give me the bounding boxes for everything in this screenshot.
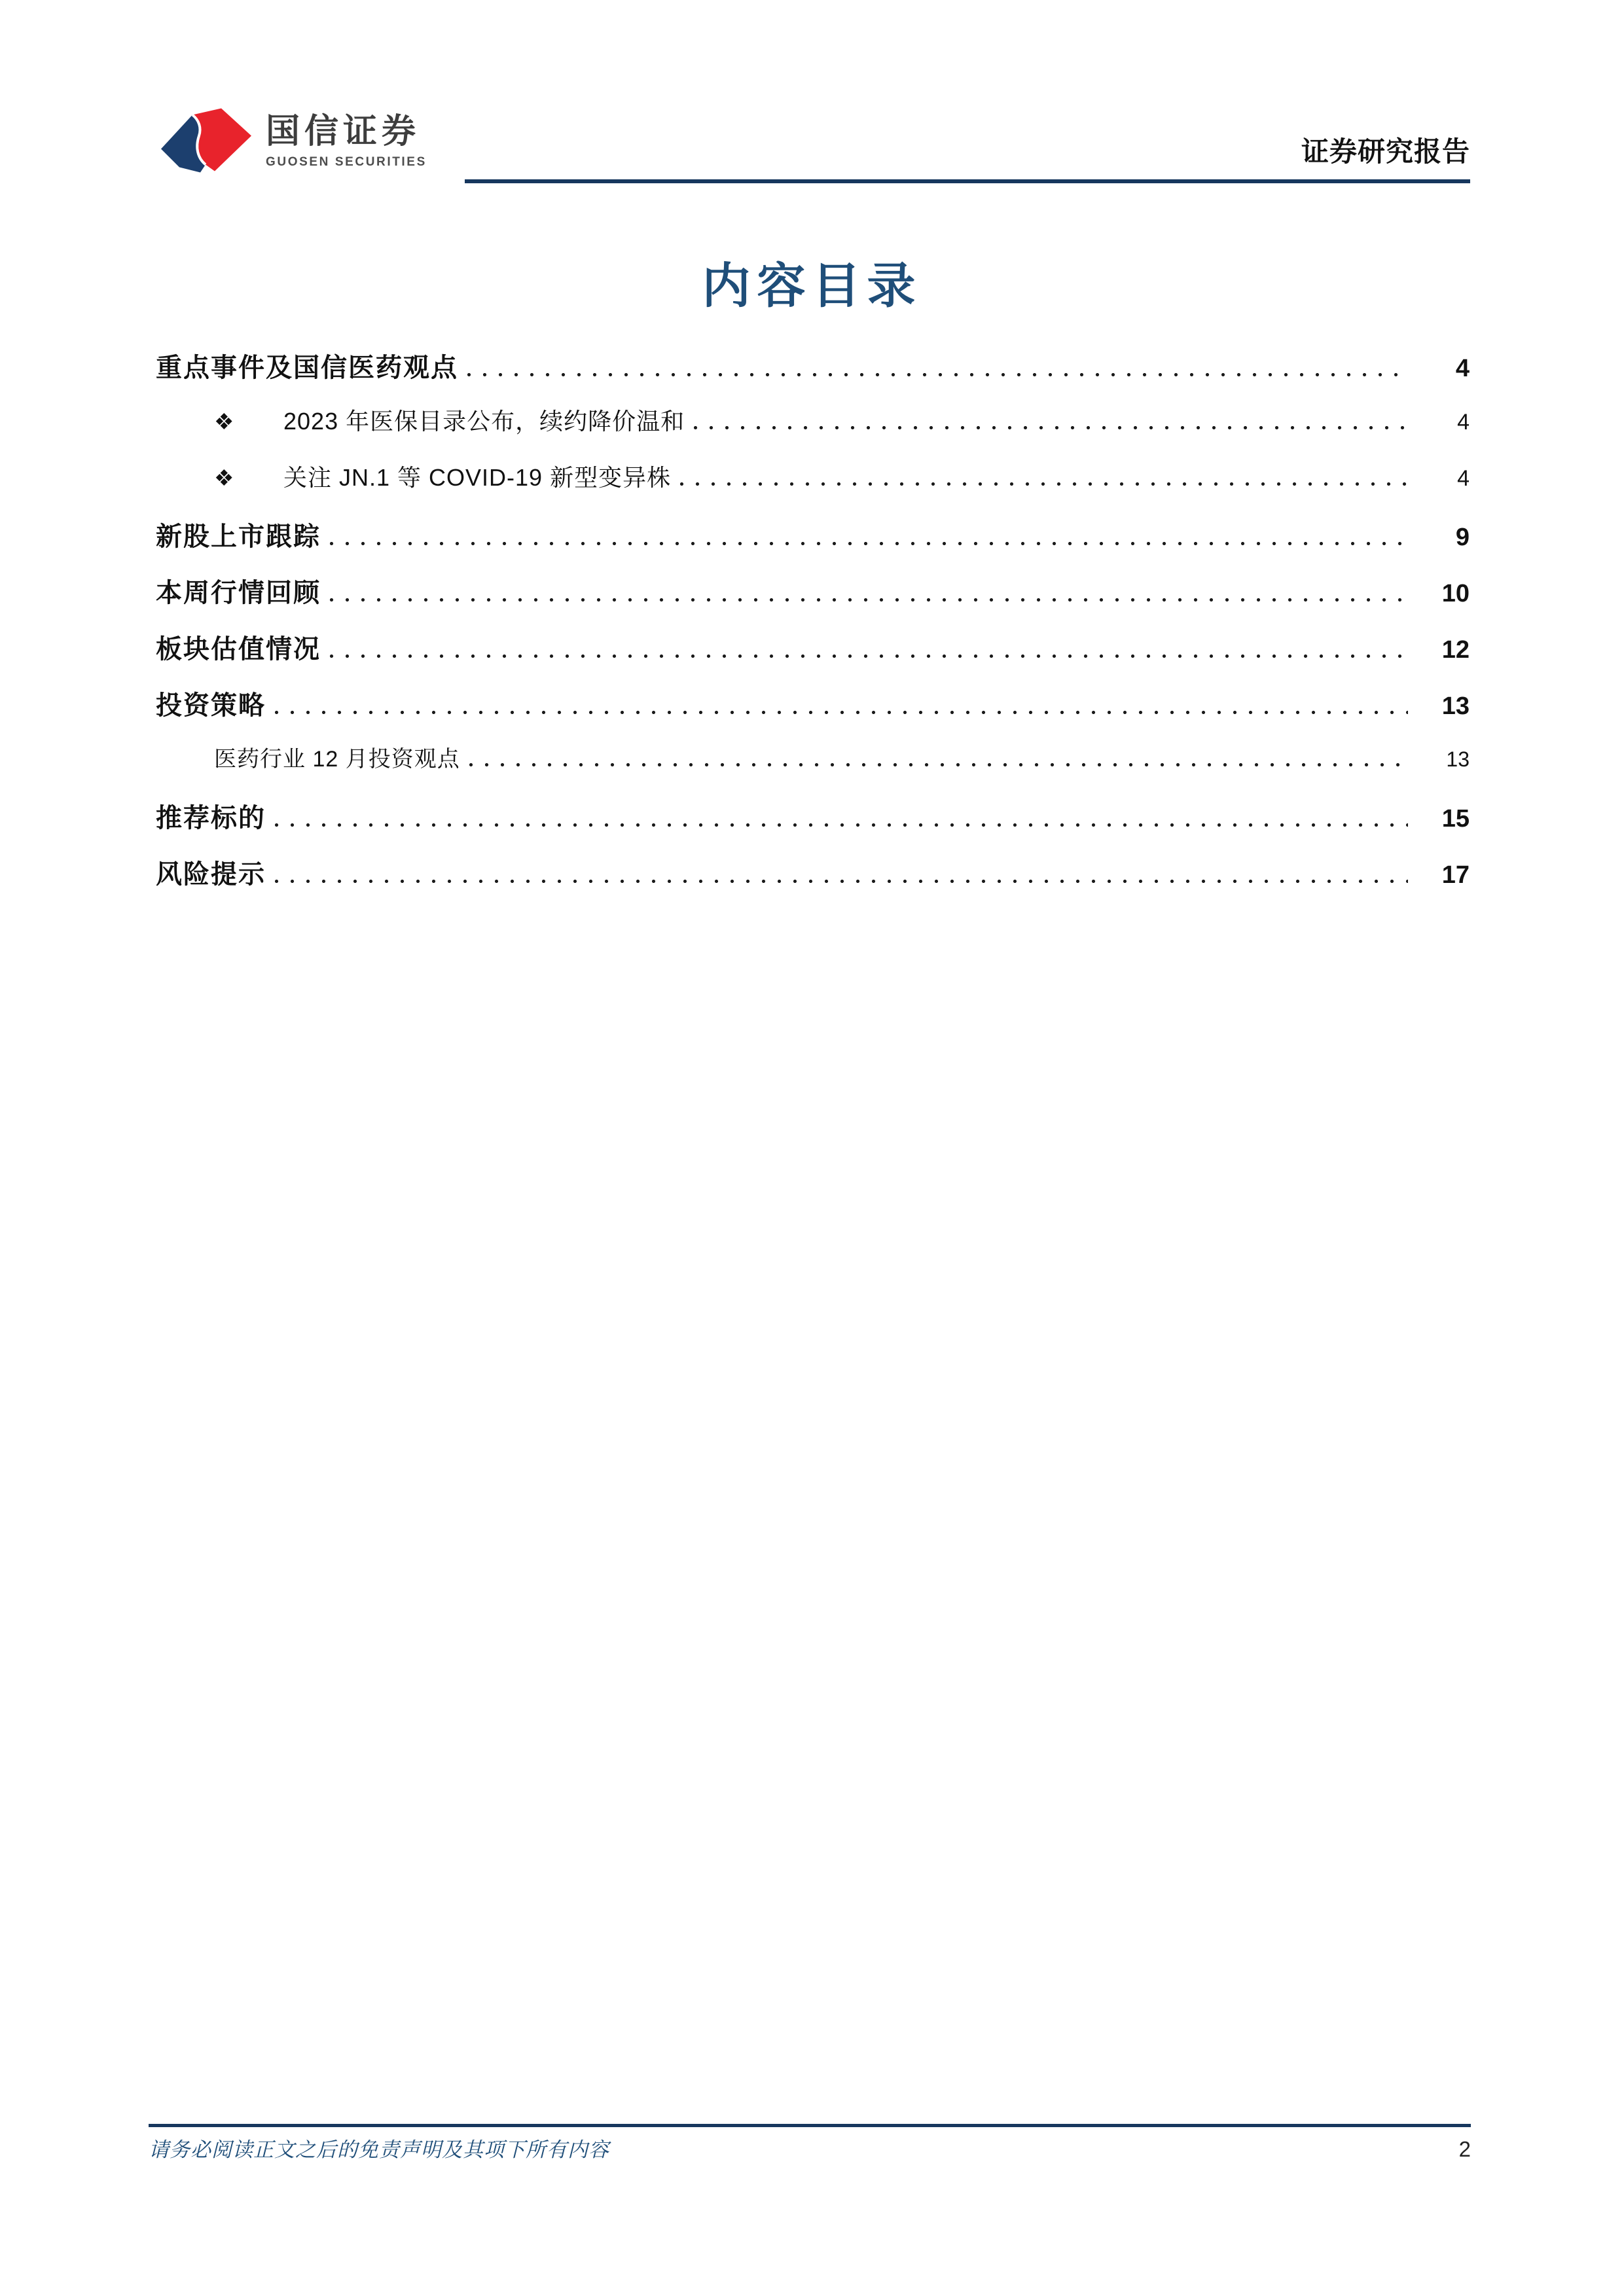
toc-entry-page: 4 [1457,466,1470,491]
logo-name-en: GUOSEN SECURITIES [266,155,427,169]
toc-dot-leader [330,598,1408,601]
toc-section [0,259,1624,910]
toc-entry-label: 新股上市跟踪 [156,522,321,551]
diamond-bullet-icon: ❖ [214,410,234,435]
toc-entry-label: 推荐标的 [156,804,266,833]
toc-entry-page: 4 [1457,410,1470,435]
toc-dot-leader [330,542,1408,545]
page-number: 2 [1458,2137,1471,2161]
diamond-bullet-icon: ❖ [214,466,234,491]
toc-entry-label: 投资策略 [156,691,266,720]
toc-entry[interactable] [156,853,1470,910]
toc-dot-leader [694,426,1408,429]
guosen-logo-text [266,115,427,168]
toc-title: 内容目录 [702,259,922,313]
page-footer [149,2124,1471,2162]
toc-entry-label: 本周行情回顾 [156,579,321,607]
toc-entry[interactable] [156,459,1470,516]
toc-entry-page: 10 [1441,580,1470,607]
toc-entry[interactable] [156,516,1470,572]
logo-name-cn: 国信证券 [266,113,421,151]
toc-entry-label: 2023 年医保目录公布，续约降价温和 [283,408,685,435]
toc-entry-label: 重点事件及国信医药观点 [156,353,458,382]
toc-dot-leader [680,482,1408,486]
toc-entry-page: 9 [1455,524,1470,551]
toc-entry-label: 板块估值情况 [156,635,321,664]
toc-entry-page: 17 [1441,861,1470,889]
toc-entry-label: 医药行业 12 月投资观点 [214,747,460,772]
toc-entry-page: 13 [1446,747,1470,771]
report-type-label: 证券研究报告 [1301,136,1470,167]
toc-dot-leader [275,823,1408,827]
toc-entry-label: 关注 JN.1 等 COVID-19 新型变异株 [283,464,672,491]
footer-disclaimer: 请务必阅读正文之后的免责声明及其项下所有内容 [149,2138,609,2161]
toc-dot-leader [275,880,1408,883]
guosen-logo-icon [156,106,254,177]
toc-entry-label: 风险提示 [156,860,266,889]
toc-entry[interactable] [156,685,1470,741]
toc-dot-leader [467,373,1408,376]
toc-dot-leader [469,763,1408,766]
toc-list [156,347,1470,910]
toc-entry[interactable] [156,797,1470,853]
toc-entry[interactable] [156,572,1470,628]
toc-entry-page: 15 [1441,805,1470,833]
toc-entry[interactable] [156,403,1470,459]
footer-divider [149,2124,1471,2127]
toc-entry-page: 12 [1441,636,1470,664]
toc-entry-page: 4 [1455,355,1470,382]
toc-entry[interactable] [156,741,1470,797]
toc-entry[interactable] [156,628,1470,685]
toc-dot-leader [275,711,1408,714]
toc-dot-leader [330,655,1408,658]
guosen-logo [156,106,427,177]
header-divider [465,179,1470,183]
toc-entry[interactable] [156,347,1470,403]
toc-entry-page: 13 [1441,692,1470,720]
